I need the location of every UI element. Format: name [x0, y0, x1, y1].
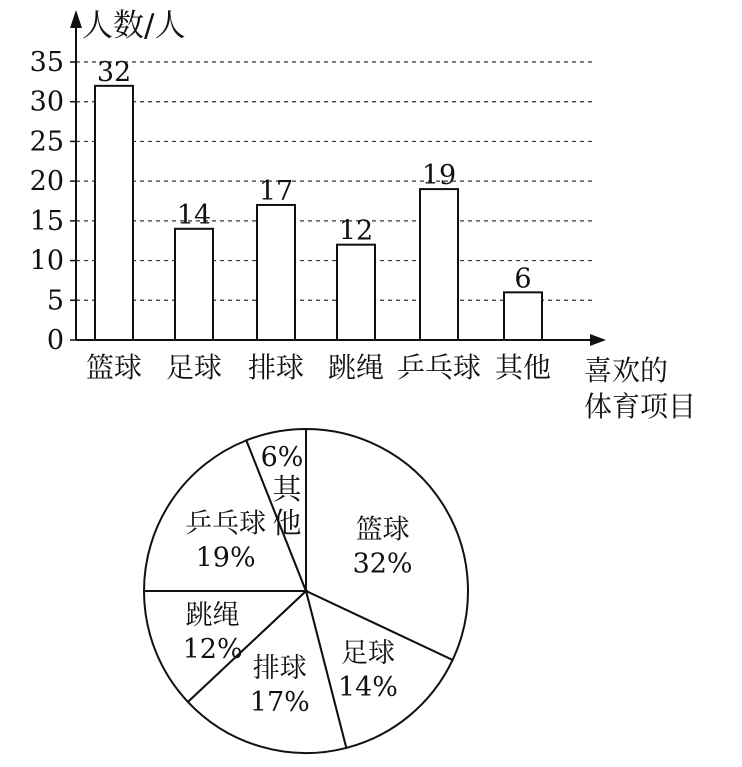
x-axis-label-line2: 体育项目 — [584, 390, 697, 423]
y-tick-label: 5 — [46, 285, 64, 317]
y-axis-label: 人数/人 — [82, 8, 186, 44]
category-label: 排球 — [247, 351, 305, 384]
y-tick-label: 25 — [29, 126, 64, 158]
pie-value-label: 14% — [337, 671, 398, 703]
y-tick-label: 20 — [29, 166, 64, 198]
bar-data-label: 6 — [514, 263, 532, 295]
y-axis-arrow — [70, 10, 82, 28]
bar-data-label: 19 — [421, 160, 457, 192]
y-tick-label: 10 — [29, 245, 64, 277]
y-tick-label: 15 — [29, 205, 64, 237]
bar-chart — [30, 8, 696, 423]
bar — [257, 205, 295, 340]
bar — [175, 229, 213, 340]
pie-category-label: 乒乓球 — [185, 508, 267, 540]
pie-category-label: 排球 — [252, 653, 307, 685]
pie-category-label: 其 — [272, 472, 302, 506]
pie-value-label: 17% — [249, 687, 310, 719]
pie-category-label: 篮球 — [355, 514, 410, 546]
category-label: 乒乓球 — [396, 351, 482, 384]
bar-data-label: 12 — [338, 215, 374, 247]
x-axis-label-line1: 喜欢的 — [584, 354, 669, 387]
y-tick-labels — [30, 47, 64, 356]
category-labels — [86, 351, 551, 384]
bar-data-label: 14 — [176, 199, 212, 231]
pie-value-label: 12% — [182, 633, 243, 665]
category-label: 足球 — [165, 351, 223, 384]
bar — [504, 292, 542, 340]
pie-category-label: 跳绳 — [185, 599, 240, 631]
bars — [95, 57, 542, 340]
pie-chart — [144, 429, 468, 753]
y-tick-label: 30 — [29, 86, 64, 118]
category-label: 跳绳 — [327, 351, 385, 384]
category-label: 篮球 — [85, 351, 143, 384]
bar — [337, 245, 375, 340]
pie-value-label: 19% — [195, 542, 256, 574]
y-tick-label: 0 — [46, 325, 64, 356]
bar-data-label: 17 — [258, 175, 294, 207]
pie-value-label: 32% — [352, 548, 413, 580]
bar-data-label: 32 — [96, 56, 132, 88]
pie-category-label: 他 — [272, 506, 302, 540]
pie-category-label: 足球 — [340, 637, 395, 669]
category-label: 其他 — [494, 351, 552, 384]
x-axis-label — [584, 354, 696, 423]
pie-value-label: 6% — [260, 442, 304, 473]
y-tick-label: 35 — [29, 47, 64, 78]
bar — [95, 86, 133, 340]
bar — [420, 189, 458, 340]
x-axis-arrow — [590, 334, 606, 346]
